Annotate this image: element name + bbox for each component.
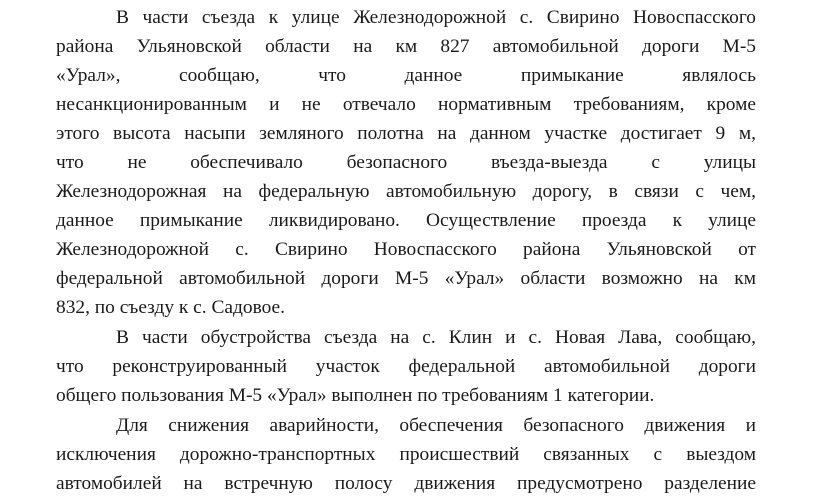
text-line: что реконструированный участок федеральной автомобильной дороги bbox=[56, 356, 756, 377]
text-line: данное примыкание ликвидировано. Осуществление проезда к улице bbox=[56, 210, 756, 231]
text-line: Для снижения аварийности, обеспечения безопасного движения и bbox=[116, 415, 756, 436]
text-line: федеральной автомобильной дороги М-5 «Урал» области возможно на км bbox=[56, 268, 756, 289]
text-line: В части обустройства съезда на с. Клин и с. Новая Лава, сообщаю, bbox=[116, 327, 756, 348]
text-line: Железнодорожная на федеральную автомобильную дорогу, в связи с чем, bbox=[56, 181, 756, 202]
text-line: исключения дорожно-транспортных происшествий связанных с выездом bbox=[56, 444, 756, 465]
text-line: Железнодорожной с. Свирино Новоспасского района Ульяновской от bbox=[56, 239, 756, 260]
text-line: В части съезда к улице Железнодорожной с. Свирино Новоспасского bbox=[116, 7, 756, 28]
text-line: района Ульяновской области на км 827 автомобильной дороги М-5 bbox=[56, 36, 756, 57]
text-line: «Урал», сообщаю, что данное примыкание являлось bbox=[56, 65, 756, 86]
text-line: этого высота насыпи земляного полотна на данном участке достигает 9 м, bbox=[56, 123, 756, 144]
text-line: общего пользования М-5 «Урал» выполнен по требованиям 1 категории. bbox=[56, 385, 655, 406]
text-line: несанкционированным и не отвечало нормативным требованиям, кроме bbox=[56, 94, 756, 115]
text-line: что не обеспечивало безопасного въезда-выезда с улицы bbox=[56, 152, 756, 173]
text-line: автомобилей на встречную полосу движения предусмотрено разделение bbox=[56, 473, 756, 494]
text-line: 832, по съезду к с. Садовое. bbox=[56, 297, 285, 318]
